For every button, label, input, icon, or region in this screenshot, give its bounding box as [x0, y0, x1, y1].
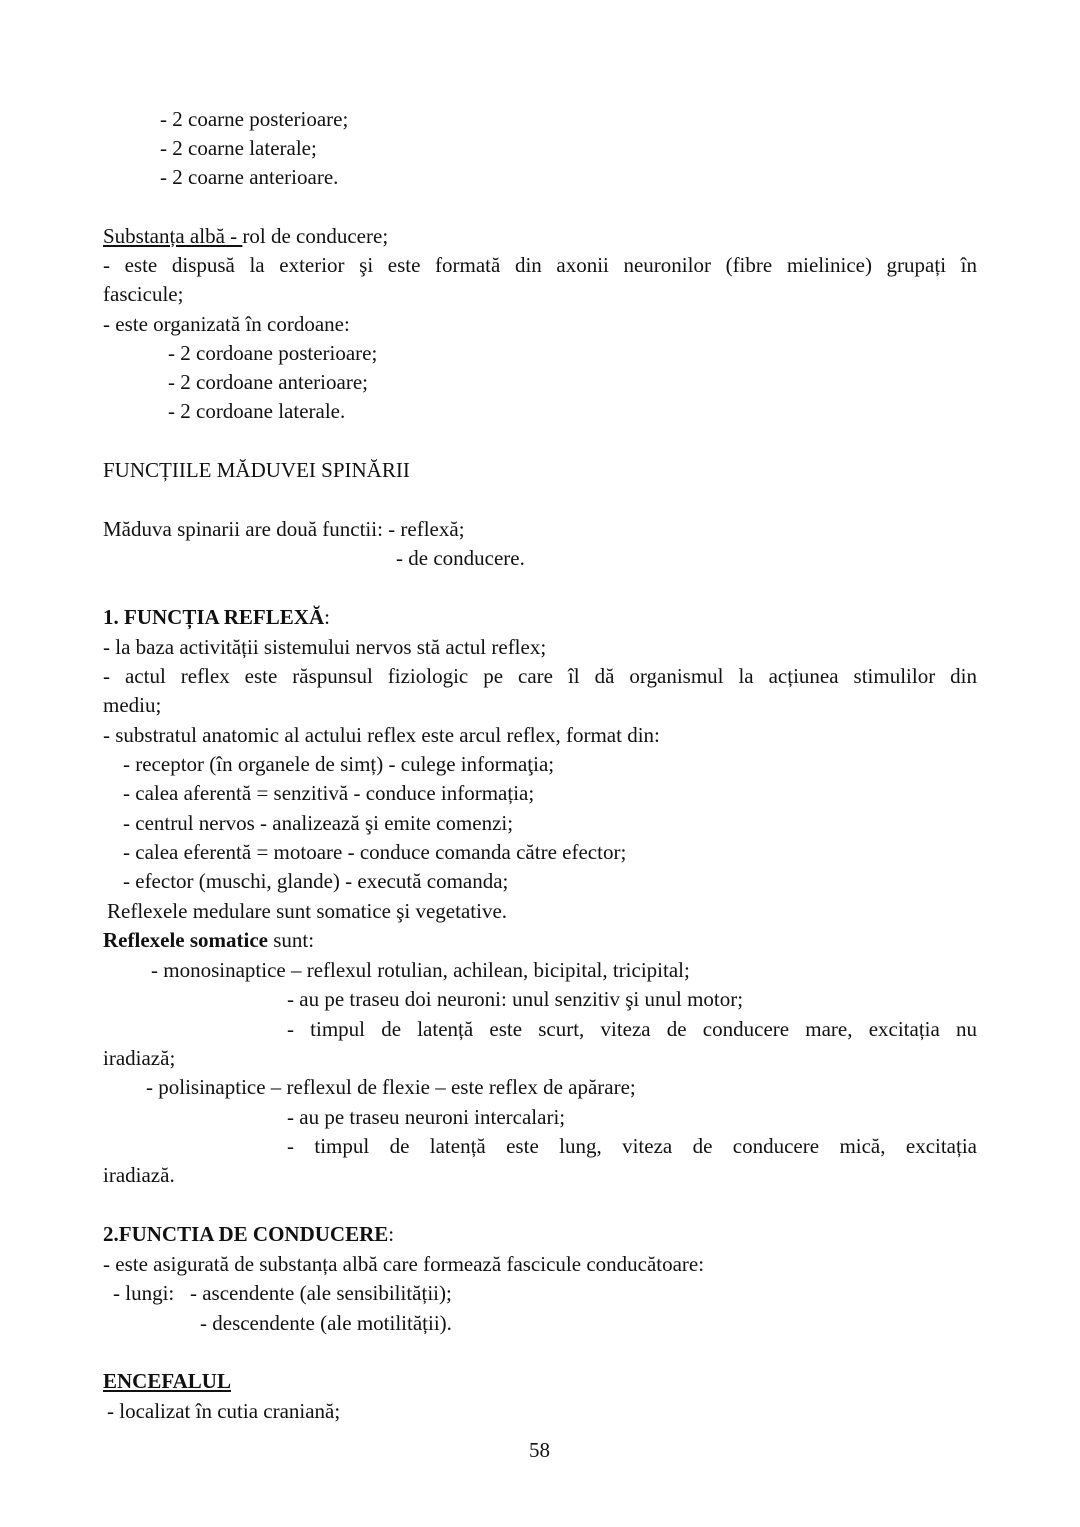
paragraph-line: - este organizată în cordoane:	[103, 312, 350, 336]
somatic-line	[103, 927, 314, 953]
list-item: - calea aferentă = senzitivă - conduce informația;	[123, 781, 535, 805]
list-item: - timpul de latență este scurt, viteza de conducere mare, excitația nu	[287, 1017, 977, 1041]
list-item: - 2 cordoane laterale.	[168, 399, 346, 423]
somatic-rest: sunt:	[268, 928, 315, 952]
list-item: - lungi: - ascendente (ale sensibilității);	[113, 1281, 452, 1305]
section-heading: 1. FUNCȚIA REFLEXĂ	[103, 605, 325, 629]
list-item: - calea eferentă = motoare - conduce comanda către efector;	[123, 840, 627, 864]
paragraph-line: - este asigurată de substanța albă care formează fascicule conducătoare:	[103, 1252, 705, 1276]
paragraph-line: - este dispusă la exterior şi este formată din axonii neuronilor (fibre mielinice) grupați în	[103, 253, 977, 277]
list-item: - efector (muschi, glande) - execută comanda;	[123, 869, 509, 893]
list-item: - 2 coarne posterioare;	[160, 107, 349, 131]
section-heading: ENCEFALUL	[103, 1369, 231, 1393]
heading-colon: :	[388, 1222, 395, 1246]
list-item: - timpul de latență este lung, viteza de conducere mică, excitația	[287, 1134, 977, 1158]
paragraph-line: mediu;	[103, 693, 162, 717]
white-matter-title: Substanța albă -	[103, 224, 243, 248]
list-item: - centrul nervos - analizează şi emite comenzi;	[123, 811, 514, 835]
paragraph-line: - localizat în cutia craniană;	[107, 1399, 341, 1423]
section-heading: 2.FUNCTIA DE CONDUCERE	[103, 1222, 389, 1246]
white-matter-title-line	[103, 223, 388, 249]
conduction-heading-line	[103, 1221, 394, 1247]
paragraph-line: Reflexele medulare sunt somatice şi vegetative.	[107, 899, 508, 923]
list-item: - au pe traseu neuroni intercalari;	[287, 1105, 566, 1129]
paragraph-line: iradiază;	[103, 1046, 176, 1070]
paragraph-line: - substratul anatomic al actului reflex este arcul reflex, format din:	[103, 723, 660, 747]
paragraph-line: fascicule;	[103, 282, 184, 306]
reflex-heading-line	[103, 604, 330, 630]
list-item: - au pe traseu doi neuroni: unul senzitiv şi unul motor;	[287, 987, 744, 1011]
list-item: - 2 cordoane posterioare;	[168, 341, 378, 365]
section-heading: FUNCȚIILE MĂDUVEI SPINĂRII	[103, 458, 410, 482]
white-matter-role: rol de conducere;	[242, 224, 389, 248]
somatic-heading: Reflexele somatice	[103, 928, 268, 952]
paragraph-line: Măduva spinarii are două functii: - reflexă;	[103, 517, 465, 541]
list-item: - polisinaptice – reflexul de flexie – este reflex de apărare;	[146, 1075, 636, 1099]
paragraph-line: iradiază.	[103, 1163, 175, 1187]
list-item: - receptor (în organele de simț) - culege informaţia;	[123, 752, 555, 776]
list-item: - 2 coarne anterioare.	[160, 165, 339, 189]
heading-colon: :	[324, 605, 330, 629]
list-item: - descendente (ale motilității).	[200, 1311, 452, 1335]
paragraph-line: - la baza activității sistemului nervos stă actul reflex;	[103, 635, 547, 659]
page-number: 58	[529, 1438, 550, 1462]
list-item: - 2 cordoane anterioare;	[168, 370, 368, 394]
list-item: - 2 coarne laterale;	[160, 136, 317, 160]
list-item: - monosinaptice – reflexul rotulian, achilean, bicipital, tricipital;	[151, 958, 690, 982]
paragraph-line: - de conducere.	[396, 546, 525, 570]
paragraph-line: - actul reflex este răspunsul fiziologic pe care îl dă organismul la acțiunea stimulilor din	[103, 664, 977, 688]
